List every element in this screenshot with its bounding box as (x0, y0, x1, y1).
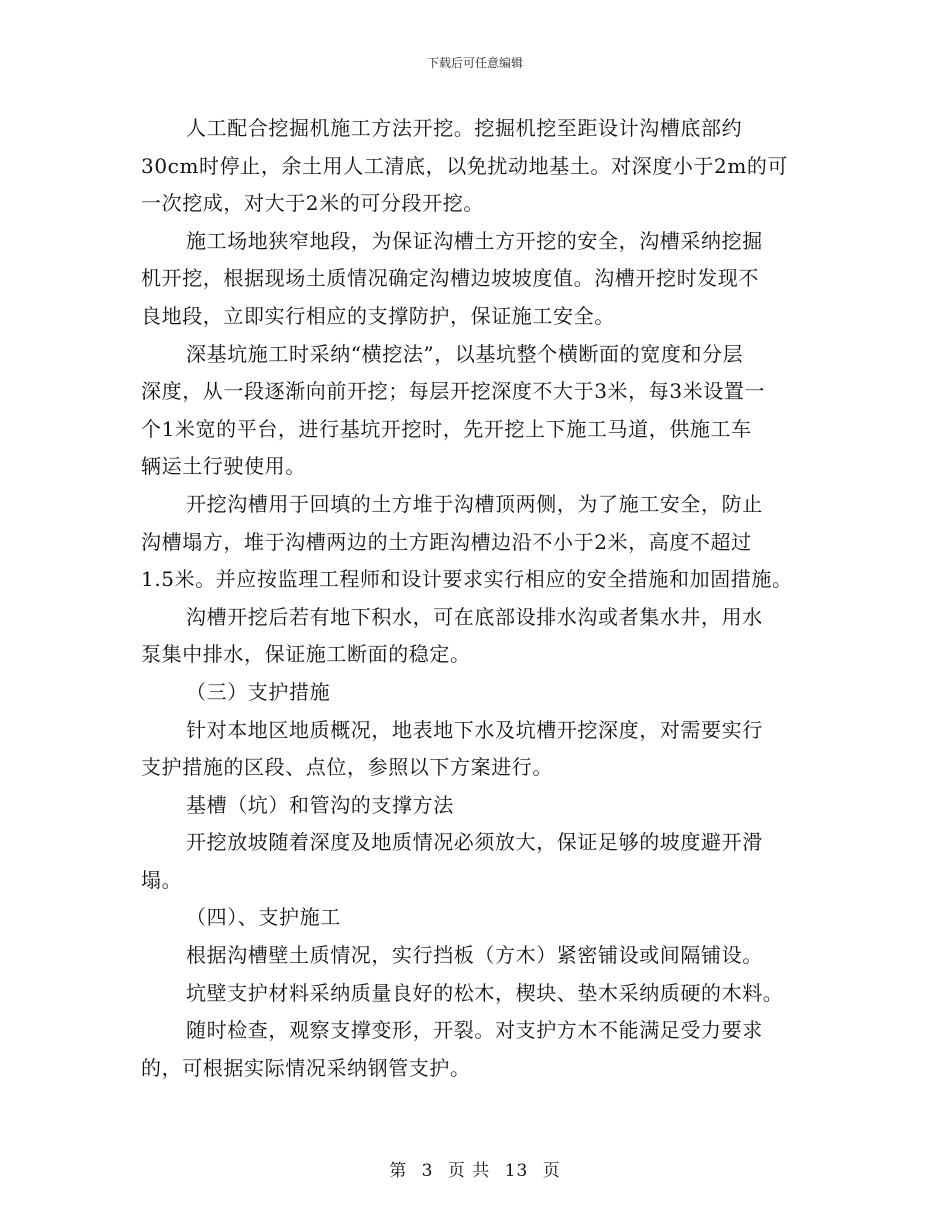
text-line: 一次挖成，对大于2米的可分段开挖。 (141, 191, 484, 216)
text-line: 良地段，立即实行相应的支撑防护，保证施工安全。 (141, 303, 615, 328)
section-heading: （三）支护措施 (186, 679, 331, 704)
text-line: 开挖沟槽用于回填的土方堆于沟槽顶两侧，为了施工安全，防止 (186, 491, 763, 516)
text-line: 根据沟槽壁土质情况，实行挡板（方木）紧密铺设或间隔铺设。 (186, 943, 763, 968)
text-line: 机开挖，根据现场土质情况确定沟槽边坡坡度值。沟槽开挖时发现不 (141, 266, 759, 291)
text-line: 塌。 (141, 867, 183, 892)
text-line: 深度，从一段逐渐向前开挖；每层开挖深度不大于3米，每3米设置一 (141, 379, 766, 404)
text-line: 沟槽塌方，堆于沟槽两边的土方距沟槽边沿不小于2米，高度不超过 (141, 529, 752, 554)
section-heading: （四）、支护施工 (186, 905, 341, 930)
page-footer (0, 1156, 950, 1181)
text-line: 个1米宽的平台，进行基坑开挖时，先开挖上下施工马道，供施工车 (141, 416, 752, 441)
page-suffix: 页 (542, 1161, 561, 1181)
page-total: 13 (504, 1161, 529, 1181)
text-line: 的，可根据实际情况采纳钢管支护。 (141, 1055, 471, 1080)
text-line: 施工场地狭窄地段，为保证沟槽土方开挖的安全，沟槽采纳挖掘 (186, 228, 763, 253)
text-line: 沟槽开挖后若有地下积水，可在底部设排水沟或者集水井，用水 (186, 604, 763, 629)
text-line: 人工配合挖掘机施工方法开挖。挖掘机挖至距设计沟槽底部约 (186, 116, 743, 140)
document-body (141, 110, 821, 1087)
page-number: 3 (421, 1161, 434, 1181)
text-line: 泵集中排水，保证施工断面的稳定。 (141, 642, 471, 667)
text-line: 辆运土行驶使用。 (141, 454, 306, 479)
text-line: 针对本地区地质概况，地表地下水及坑槽开挖深度，对需要实行 (186, 717, 763, 742)
page-mid: 页 共 (447, 1161, 491, 1181)
subheading: 基槽（坑）和管沟的支撑方法 (186, 792, 454, 817)
text-line: 支护措施的区段、点位，参照以下方案进行。 (141, 755, 553, 780)
text-line: 随时检查，观察支撑变形，开裂。对支护方木不能满足受力要求 (186, 1018, 763, 1043)
text-line: 开挖放坡随着深度及地质情况必须放大，保证足够的坡度避开滑 (186, 830, 763, 855)
text-line: 坑壁支护材料采纳质量良好的松木，楔块、垫木采纳质硬的木料。 (186, 980, 784, 1005)
page-prefix: 第 (389, 1161, 408, 1181)
text-line: 深基坑施工时采纳“横挖法”，以基坑整个横断面的宽度和分层 (186, 341, 744, 366)
text-line: 30cm时停止，余土用人工清底，以免扰动地基土。对深度小于2m的可 (141, 153, 789, 178)
text-line: 1.5米。并应按监理工程师和设计要求实行相应的安全措施和加固措施。 (141, 567, 793, 592)
header-note: 下载后可任意编辑 (426, 56, 523, 70)
